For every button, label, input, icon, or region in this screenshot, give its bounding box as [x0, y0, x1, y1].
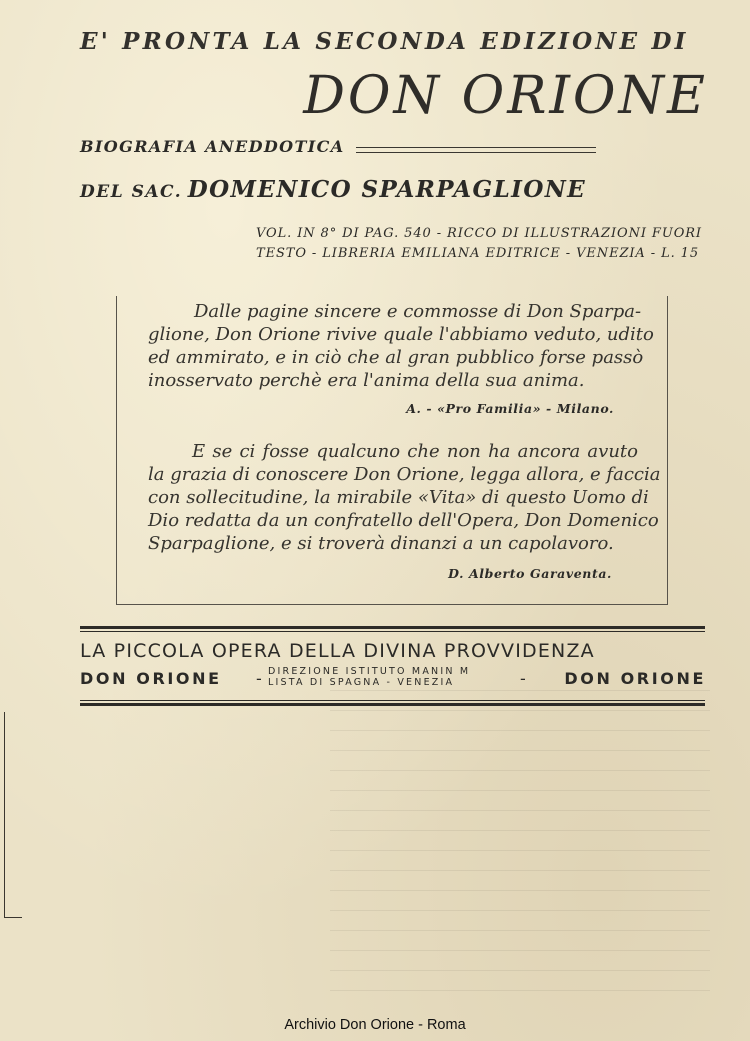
- margin-mark: [4, 917, 22, 918]
- quote-line: Sparpaglione, e si troverà dinanzi a un capolavoro.: [148, 533, 614, 554]
- review-attribution-2: D. Alberto Garaventa.: [448, 566, 612, 581]
- banner-dash: -: [520, 669, 526, 688]
- banner-dash: -: [256, 669, 262, 688]
- banner-rule-bottom: [80, 703, 705, 706]
- author-name: DOMENICO SPARPAGLIONE: [187, 176, 587, 203]
- banner-title: LA PICCOLA OPERA DELLA DIVINA PROVVIDENZA: [80, 640, 595, 662]
- banner-don-orione-right: DON ORIONE: [564, 669, 706, 688]
- volume-info-line: TESTO - LIBRERIA EMILIANA EDITRICE - VENEZIA - L. 15: [256, 246, 700, 261]
- banner-address-line: LISTA DI SPAGNA - VENEZIA: [268, 677, 455, 688]
- banner-rule-bottom-thin: [80, 700, 705, 701]
- quote-line: ed ammirato, e in ciò che al gran pubblico forse passò: [148, 347, 644, 368]
- banner-address: [268, 666, 470, 688]
- review-quote-2: [148, 440, 661, 555]
- margin-mark: [4, 712, 5, 917]
- ad-headline: E' PRONTA LA SECONDA EDIZIONE DI: [80, 28, 689, 55]
- banner-rule-top-thin: [80, 631, 705, 632]
- quote-line: Dalle pagine sincere e commosse di Don Sparpa-: [194, 301, 642, 322]
- quote-line: Dio redatta da un confratello dell'Opera, Don Domenico: [148, 510, 659, 531]
- book-author: [80, 176, 586, 203]
- subtitle-rule: [356, 147, 596, 153]
- book-title: DON ORIONE: [303, 66, 708, 126]
- review-attribution-1: A. - «Pro Familia» - Milano.: [406, 401, 614, 416]
- quote-line: la grazia di conoscere Don Orione, legga allora, e faccia: [148, 464, 661, 485]
- banner-address-line: DIREZIONE ISTITUTO MANIN M: [268, 666, 471, 677]
- volume-info: [256, 224, 706, 264]
- banner-don-orione-left: DON ORIONE: [80, 669, 222, 688]
- archive-footer: Archivio Don Orione - Roma: [284, 1017, 466, 1033]
- review-quote-1: [148, 300, 654, 392]
- quote-line: E se ci fosse qualcuno che non ha ancora avuto: [192, 441, 638, 462]
- volume-info-line: VOL. IN 8° DI PAG. 540 - RICCO DI ILLUSTRAZIONI FUORI: [256, 226, 702, 241]
- quote-line: glione, Don Orione rivive quale l'abbiamo veduto, udito: [148, 324, 654, 345]
- author-prefix: DEL SAC.: [80, 182, 183, 202]
- book-subtitle: BIOGRAFIA ANEDDOTICA: [80, 137, 345, 156]
- quote-line: con sollecitudine, la mirabile «Vita» di questo Uomo di: [148, 487, 649, 508]
- bleed-through-text: [330, 690, 710, 1010]
- banner-rule-top: [80, 626, 705, 629]
- quote-line: inosservato perchè era l'anima della sua anima.: [148, 370, 585, 391]
